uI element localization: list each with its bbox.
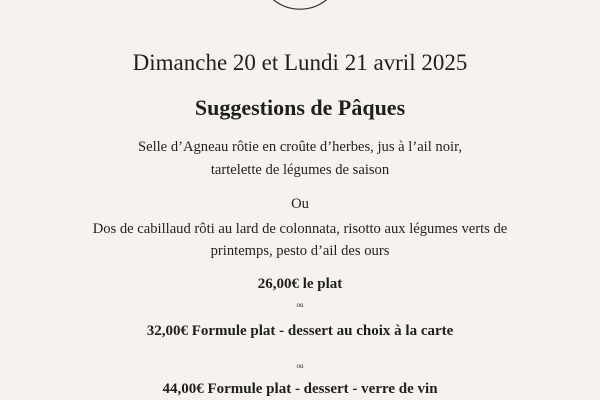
price-plat: 26,00€ le plat (257, 276, 343, 292)
separator-ou-small-1: ou (296, 301, 304, 309)
dish-1-line-1: Selle d’Agneau rôtie en croûte d’herbes, jus à l’ail noir, (137, 139, 462, 155)
dish-2-line-1: Dos de cabillaud rôti au lard de colonnata, risotto aux légumes verts de (92, 221, 508, 237)
separator-ou-small-2: ou (296, 362, 304, 370)
menu-title: Suggestions de Pâques (194, 95, 406, 120)
separator-ou: Ou (291, 196, 309, 212)
price-formule-vin: 44,00€ Formule plat - dessert - verre de vin (162, 381, 438, 397)
logo-emblem-icon (230, 0, 370, 35)
dish-2-line-2: printemps, pesto d’ail des ours (210, 243, 390, 259)
price-formule-dessert: 32,00€ Formule plat - dessert au choix à la carte (146, 323, 454, 339)
golf-logo (230, 0, 370, 35)
dish-1-line-2: tartelette de légumes de saison (210, 162, 390, 178)
date-line: Dimanche 20 et Lundi 21 avril 2025 (132, 50, 468, 75)
